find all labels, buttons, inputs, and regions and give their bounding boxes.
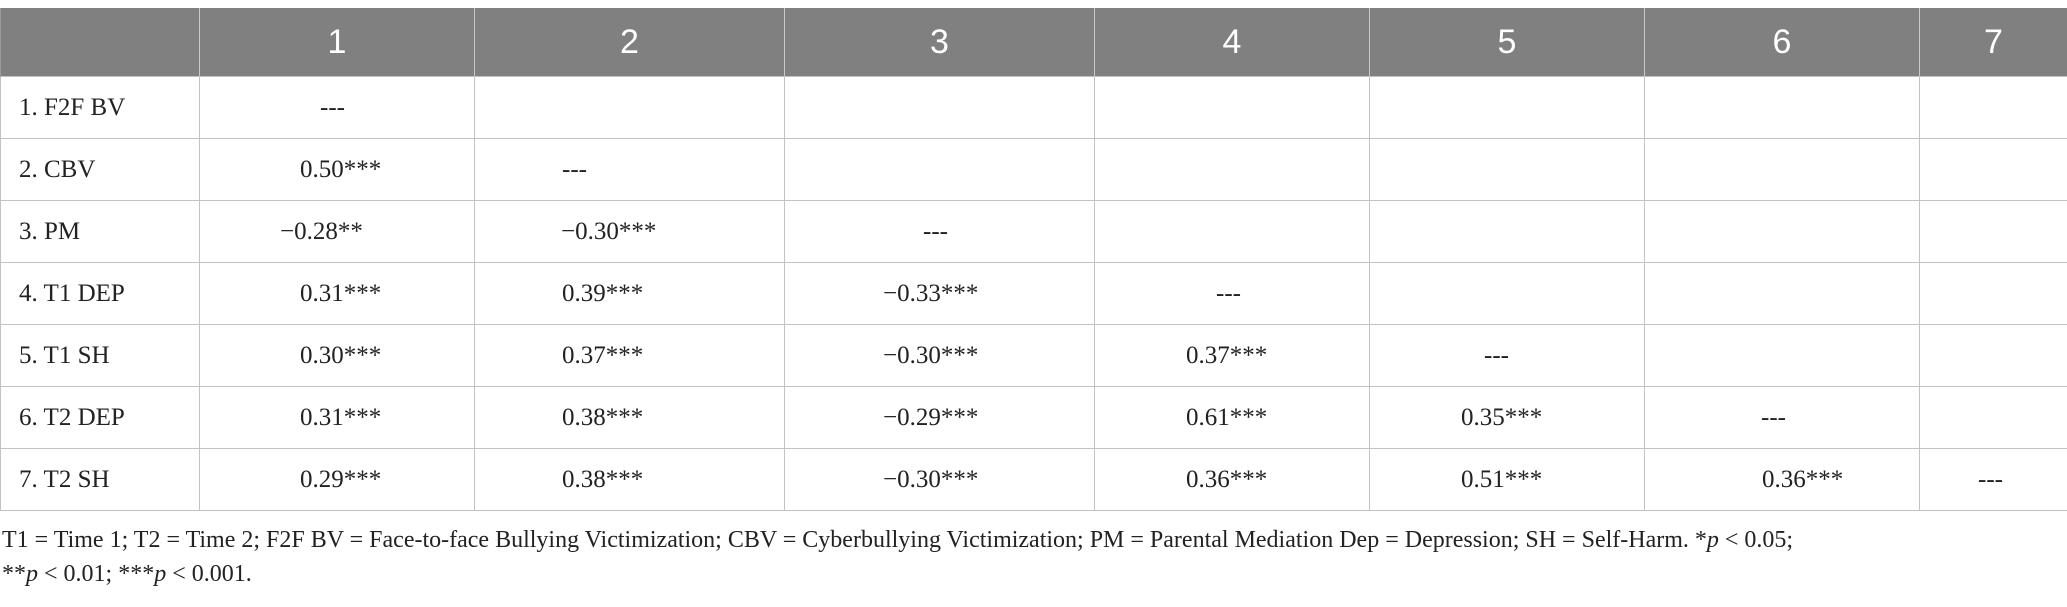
table-row — [1, 387, 2067, 449]
table-body — [1, 77, 2067, 511]
table-cell — [1645, 139, 1920, 201]
row-label: 5. T1 SH — [1, 325, 200, 387]
table-cell: −0.30*** — [475, 201, 785, 263]
table-cell — [1645, 77, 1920, 139]
table-cell: 0.39*** — [475, 263, 785, 325]
table-cell: 0.38*** — [475, 449, 785, 511]
table-row — [1, 77, 2067, 139]
header-cell-1: 1 — [200, 8, 475, 77]
footnote-text: < 0.05; — [1718, 527, 1794, 553]
table-row — [1, 201, 2067, 263]
footnote-text: ** — [2, 561, 26, 587]
table-cell: −0.30*** — [785, 325, 1095, 387]
table-cell — [1370, 139, 1645, 201]
table-cell — [1370, 77, 1645, 139]
footnote-p-italic: p — [26, 561, 38, 587]
table-cell — [1645, 263, 1920, 325]
table-cell: --- — [1920, 449, 2067, 511]
table-cell: 0.37*** — [475, 325, 785, 387]
table-cell — [1920, 325, 2067, 387]
header-row — [1, 8, 2067, 77]
header-cell-5: 5 — [1370, 8, 1645, 77]
table-cell: --- — [785, 201, 1095, 263]
table-row — [1, 449, 2067, 511]
header-cell-2: 2 — [475, 8, 785, 77]
table-cell — [1920, 139, 2067, 201]
table-cell — [475, 77, 785, 139]
table-cell: --- — [1370, 325, 1645, 387]
table-cell: 0.29*** — [200, 449, 475, 511]
footnote-p-italic: p — [1706, 527, 1719, 553]
table-cell — [1370, 201, 1645, 263]
table-cell: 0.31*** — [200, 387, 475, 449]
table-cell — [1920, 77, 2067, 139]
header-cell-corner — [1, 8, 200, 77]
table-cell: --- — [475, 139, 785, 201]
row-label: 3. PM — [1, 201, 200, 263]
table-cell: 0.50*** — [200, 139, 475, 201]
header-cell-7: 7 — [1920, 8, 2067, 77]
table-cell: 0.61*** — [1095, 387, 1370, 449]
table-cell: −0.28** — [200, 201, 475, 263]
table-cell — [1095, 77, 1370, 139]
table-cell — [1370, 263, 1645, 325]
row-label: 4. T1 DEP — [1, 263, 200, 325]
table-cell: 0.36*** — [1095, 449, 1370, 511]
table-row — [1, 325, 2067, 387]
header-cell-6: 6 — [1645, 8, 1920, 77]
table-cell — [1645, 325, 1920, 387]
row-label: 7. T2 SH — [1, 449, 200, 511]
table-cell: 0.51*** — [1370, 449, 1645, 511]
table-cell: −0.33*** — [785, 263, 1095, 325]
table-cell — [1920, 201, 2067, 263]
table-cell — [1095, 139, 1370, 201]
row-label: 6. T2 DEP — [1, 387, 200, 449]
table-cell: 0.37*** — [1095, 325, 1370, 387]
table-cell: --- — [1645, 387, 1920, 449]
table-cell: 0.31*** — [200, 263, 475, 325]
header-cell-4: 4 — [1095, 8, 1370, 77]
table-cell: −0.30*** — [785, 449, 1095, 511]
table-cell: 0.35*** — [1370, 387, 1645, 449]
footnote-p-italic: p — [154, 561, 167, 587]
table-cell — [1095, 201, 1370, 263]
table-cell — [1645, 201, 1920, 263]
footnote-text: < 0.01; *** — [38, 561, 155, 587]
table-cell: 0.36*** — [1645, 449, 1920, 511]
header-cell-3: 3 — [785, 8, 1095, 77]
table-footnote — [2, 523, 2062, 591]
row-label: 2. CBV — [1, 139, 200, 201]
footnote-text: T1 = Time 1; T2 = Time 2; F2F BV = Face-to-face Bullying Victimization; CBV = Cyberbullying Victimization; PM = Parental Mediation Dep = Depression; SH = Self-Harm. * — [2, 527, 1707, 553]
table-cell: 0.30*** — [200, 325, 475, 387]
table-cell — [785, 139, 1095, 201]
row-label: 1. F2F BV — [1, 77, 200, 139]
table-cell: --- — [1095, 263, 1370, 325]
table-cell: −0.29*** — [785, 387, 1095, 449]
table-header — [1, 8, 2067, 77]
footnote-text: < 0.001. — [166, 561, 252, 587]
table-cell — [1920, 263, 2067, 325]
table-cell — [785, 77, 1095, 139]
table-cell — [1920, 387, 2067, 449]
correlation-table-container — [0, 8, 2067, 511]
table-cell: --- — [200, 77, 475, 139]
table-row — [1, 139, 2067, 201]
correlation-table — [0, 8, 2067, 511]
table-row — [1, 263, 2067, 325]
table-cell: 0.38*** — [475, 387, 785, 449]
